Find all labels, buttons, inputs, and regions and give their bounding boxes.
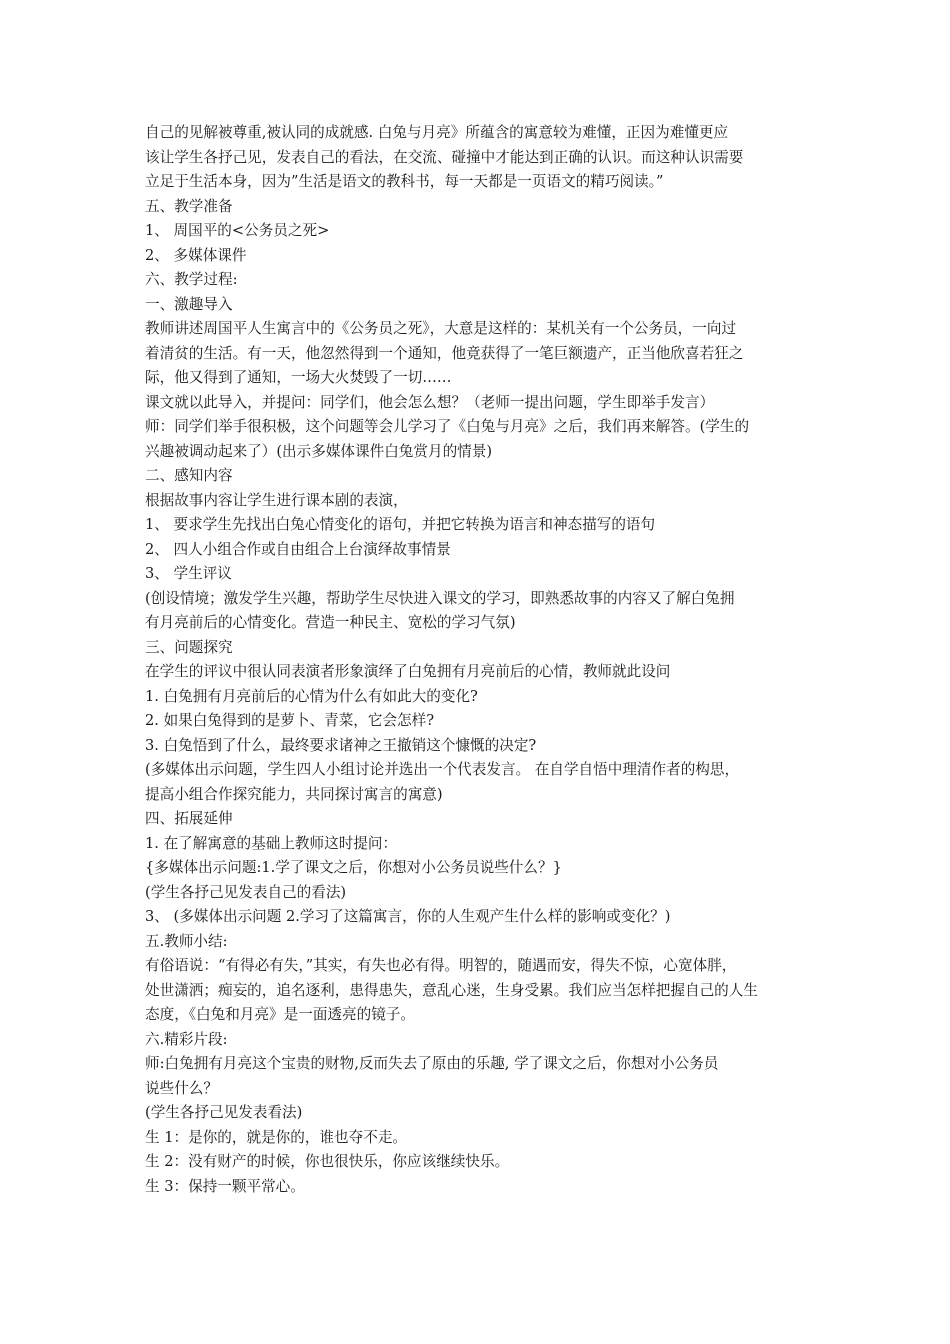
text-line: 说些什么？: [145, 1079, 218, 1097]
text-line: 有月亮前后的心情变化。营造一种民主、宽松的学习气氛): [145, 614, 516, 631]
list-item: 2. 如果白兔得到的是萝卜、青菜，它会怎样?: [145, 712, 435, 729]
list-item: 3、 学生评议: [145, 565, 232, 582]
text-line: 在学生的评议中很认同表演者形象演绎了白兔拥有月亮前后的心情，教师就此设问: [145, 663, 671, 680]
list-item: 2、 多媒体课件: [145, 246, 247, 264]
text-line: 着清贫的生活。有一天，他忽然得到一个通知，他竟获得了一笔巨额遗产，正当他欣喜若狂之: [145, 344, 744, 362]
text-line: 提高小组合作探究能力，共同探讨寓言的寓意): [145, 785, 443, 803]
list-item: 1. 白兔拥有月亮前后的心情为什么有如此大的变化?: [145, 687, 478, 705]
text-line: 课文就以此导入，并提问：同学们，他会怎么想？（老师一提出问题，学生即举手发言）: [145, 393, 715, 411]
text-line: 立足于生活本身，因为”生活是语文的教科书，每一天都是一页语文的精巧阅读。”: [145, 173, 664, 190]
section-heading: 六、教学过程:: [145, 271, 238, 288]
text-line: 处世潇洒；痴妄的，追名逐利，患得患失，意乱心迷，生身受累。我们应当怎样把握自己的人生: [145, 981, 758, 999]
list-item: 2、 四人小组合作或自由组合上台演绎故事情景: [145, 540, 451, 558]
text-line: 有俗语说：“有得必有失，”其实，有失也必有得。明智的，随遇而安，得失不惊，心宽体胖，: [145, 957, 737, 974]
text-line: 师：同学们举手很积极，这个问题等会儿学习了《白兔与月亮》之后，我们再来解答。(学生的: [145, 418, 750, 435]
section-heading: 六.精彩片段:: [145, 1030, 228, 1048]
text-line: (创设情境；激发学生兴趣，帮助学生尽快进入课文的学习，即熟悉故事的内容又了解白兔拥: [145, 589, 735, 607]
dialogue-line: 生 1：是你的，就是你的，谁也夺不走。: [145, 1128, 408, 1146]
document-body: [145, 121, 815, 1199]
list-item: 1. 在了解寓意的基础上教师这时提问：: [145, 834, 398, 852]
text-line: 兴趣被调动起来了）(出示多媒体课件白兔赏月的情景): [145, 442, 493, 460]
text-line: (学生各抒己见发表看法): [145, 1104, 303, 1121]
text-line: (学生各抒己见发表自己的看法): [145, 883, 347, 901]
text-line: {多媒体出示问题:1.学了课文之后，你想对小公务员说些什么？}: [145, 859, 562, 876]
list-item: 3、 (多媒体出示问题 2.学习了这篇寓言，你的人生观产生什么样的影响或变化？): [145, 908, 671, 925]
subsection-heading: 二、感知内容: [145, 467, 233, 484]
text-line: 根据故事内容让学生进行课本剧的表演，: [145, 491, 408, 509]
text-line: 教师讲述周国平人生寓言中的《公务员之死》，大意是这样的：某机关有一个公务员，一向过: [145, 320, 737, 337]
list-item: 3. 白兔悟到了什么，最终要求诸神之王撤销这个慷慨的决定?: [145, 736, 537, 754]
list-item: 1、 周国平的<公务员之死>: [145, 222, 330, 239]
text-line: 态度，《白兔和月亮》是一面透亮的镜子。: [145, 1006, 415, 1023]
dialogue-line: 生 3：保持一颗平常心。: [145, 1177, 305, 1195]
text-line: 该让学生各抒己见，发表自己的看法，在交流、碰撞中才能达到正确的认识。而这种认识需要: [145, 148, 744, 166]
subsection-heading: 四、拓展延伸: [145, 810, 233, 827]
subsection-heading: 三、问题探究: [145, 638, 233, 656]
text-line: 际，他又得到了通知，一场大火焚毁了一切……: [145, 369, 452, 386]
section-heading: 五、教学准备: [145, 197, 233, 215]
text-line: (多媒体出示问题，学生四人小组讨论并选出一个代表发言。 在自学自悟中理清作者的构思，: [145, 761, 740, 778]
subsection-heading: 一、激趣导入: [145, 295, 233, 313]
text-line: 师:白兔拥有月亮这个宝贵的财物,反而失去了原由的乐趣, 学了课文之后，你想对小公务员: [145, 1055, 719, 1072]
section-heading: 五.教师小结:: [145, 932, 228, 950]
text-line: 自己的见解被尊重,被认同的成就感. 白兔与月亮》所蕴含的寓意较为难懂，正因为难懂更应: [145, 124, 729, 141]
dialogue-line: 生 2：没有财产的时候，你也很快乐，你应该继续快乐。: [145, 1153, 510, 1170]
list-item: 1、 要求学生先找出白兔心情变化的语句，并把它转换为语言和神态描写的语句: [145, 516, 656, 533]
